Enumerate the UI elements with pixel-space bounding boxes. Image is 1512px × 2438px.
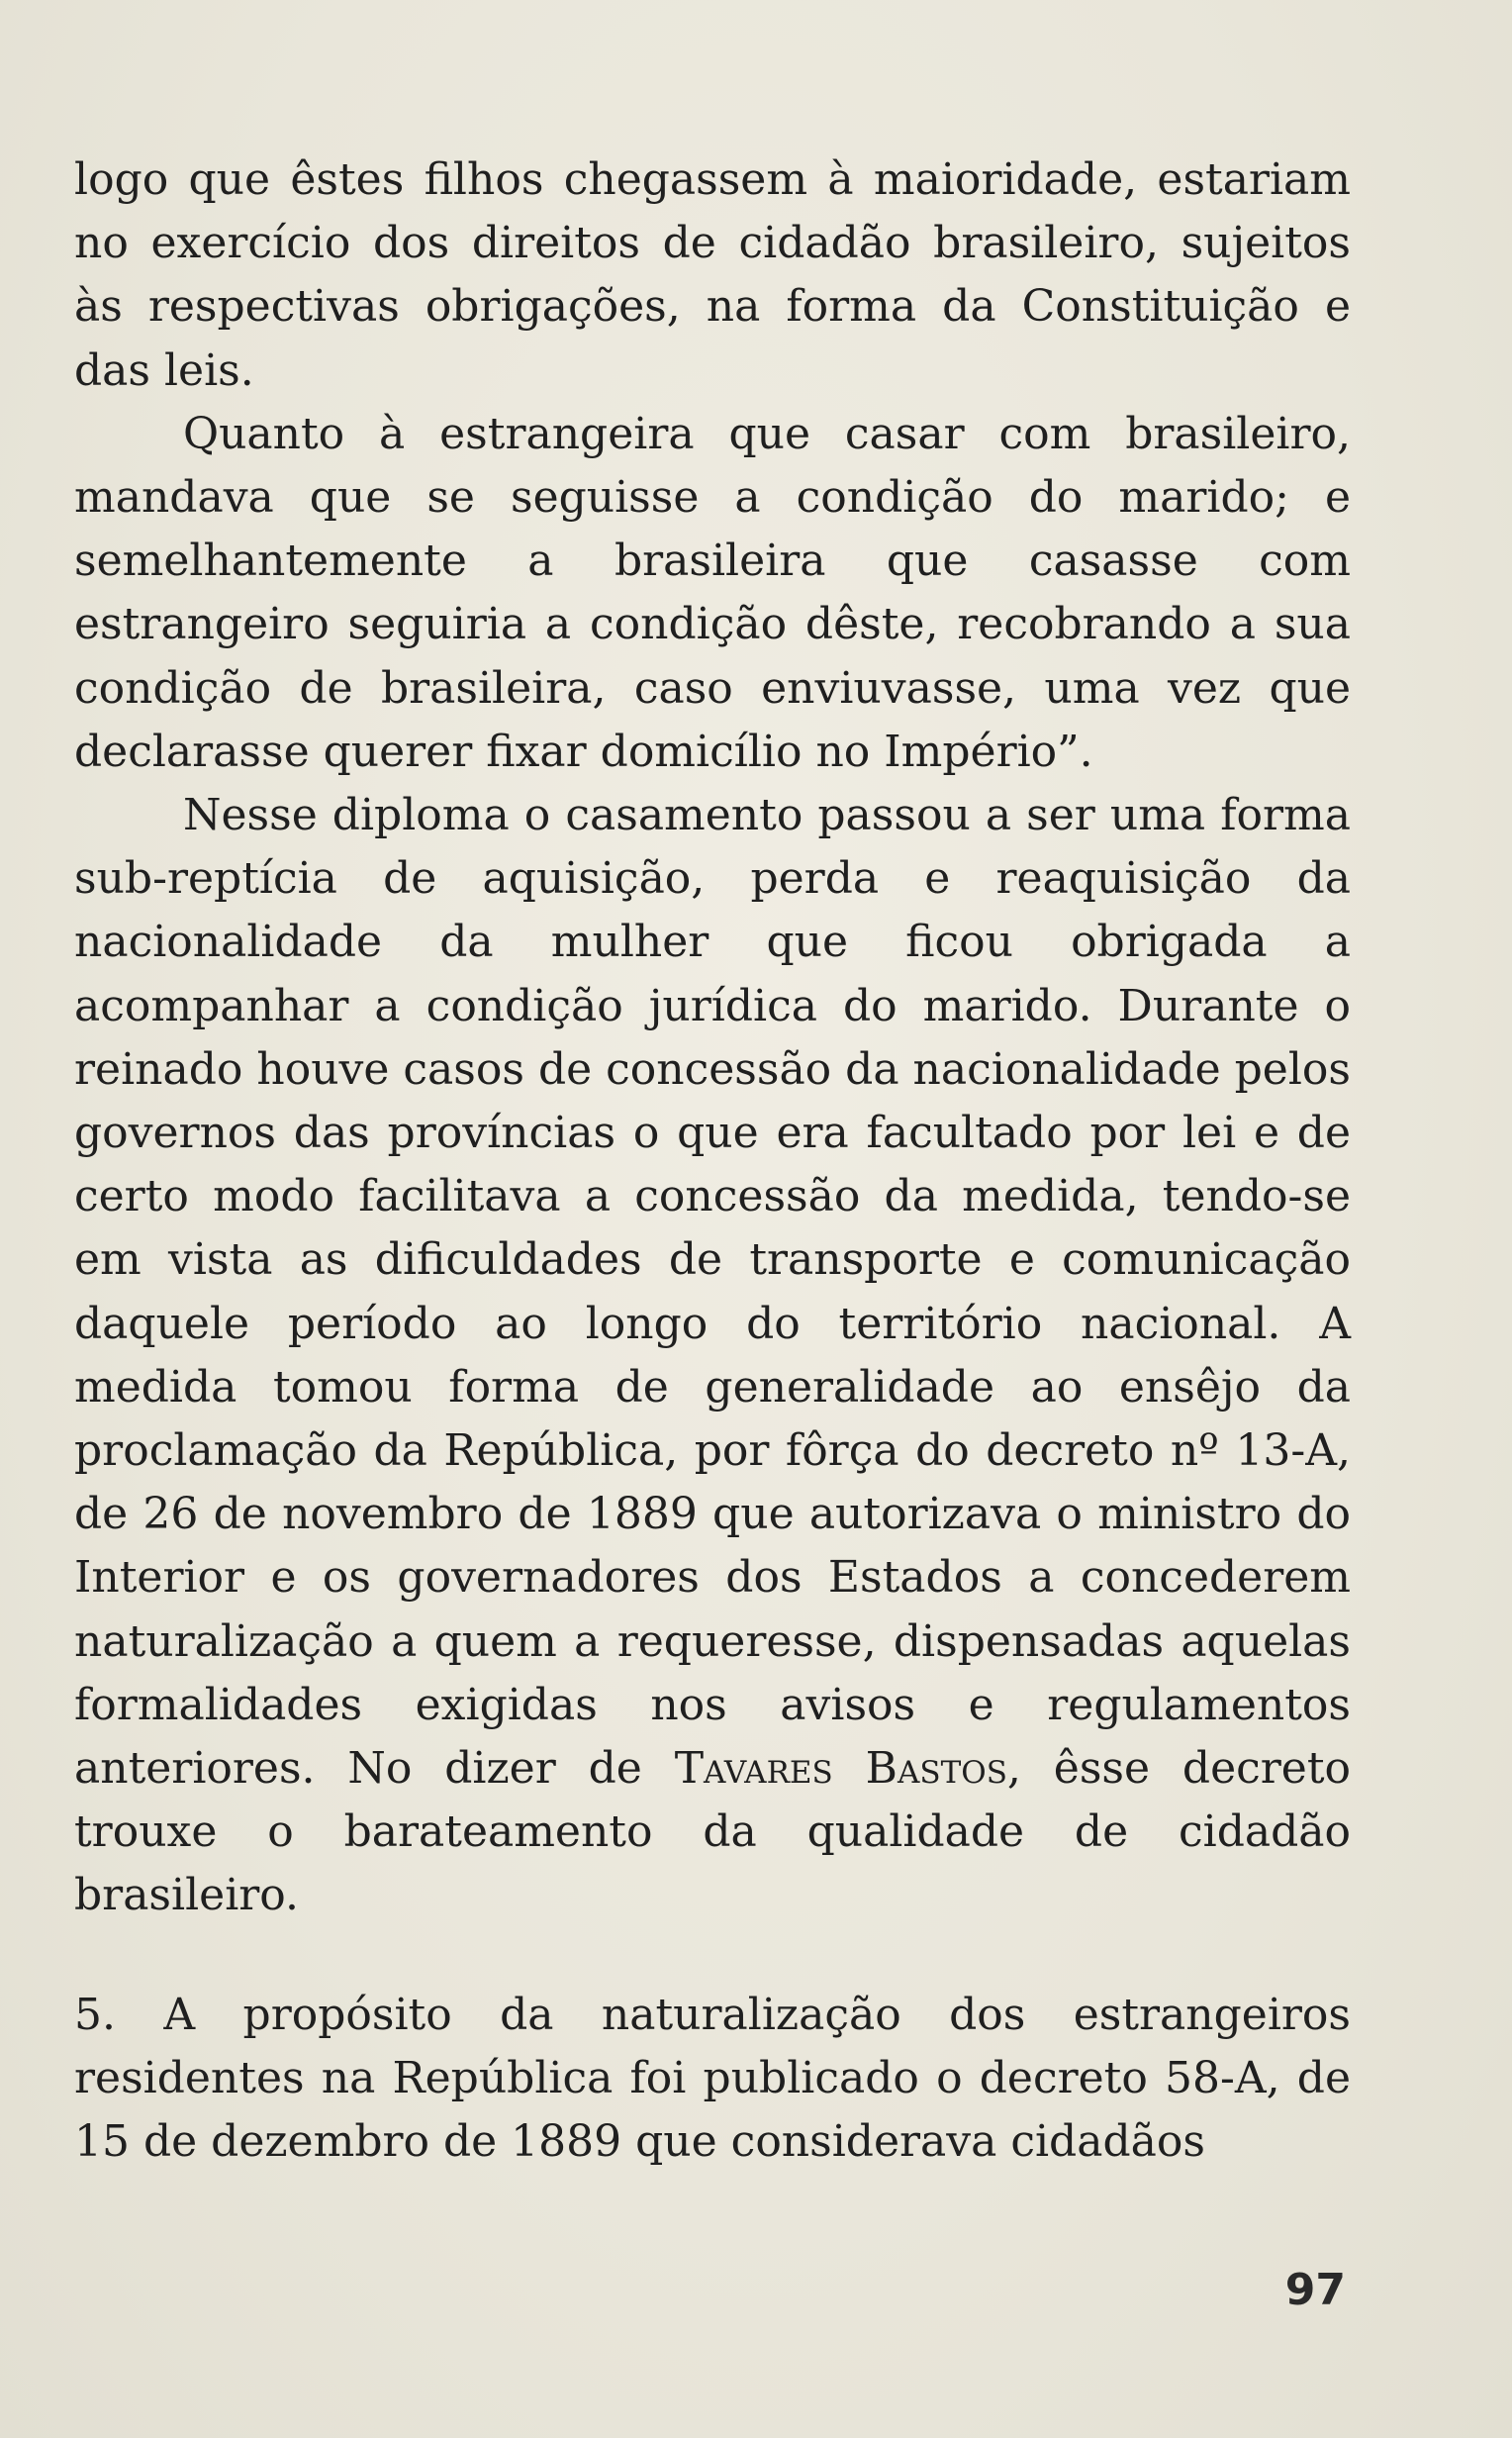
section-gap: [74, 1928, 1351, 1984]
paragraph-3-text-a: Nesse diploma o casamento passou a ser uma forma sub-reptícia de aquisição, perda e reaquisição da nacionalidade da mulher que ficou obrigada a acompanhar a condição jurídica do marido. Durante o reinado houve casos de concessão da nacionalidade pelos governos das províncias o que era facultado por lei e de certo modo facilitava a concessão da medida, tendo-se em vista as dificuldades de transporte e comunicação daquele período ao longo do território nacional. A medida tomou forma de generalidade ao ensêjo da proclamação da República, por fôrça do decreto nº 13-A, de 26 de novembro de 1889 que autorizava o ministro do Interior e os governadores dos Estados a concederem naturalização a quem a requeresse, dispensadas aquelas formalidades exigidas nos avisos e regulamentos anteriores. No dizer de: [74, 790, 1351, 1795]
paragraph-2: Quanto à estrangeira que casar com brasileiro, mandava que se seguisse a condição do marido; e semelhantemente a brasileira que casasse com estrangeiro seguiria a condição dêste, recobrando a sua condição de brasileira, caso enviuvasse, uma vez que declarasse querer fixar domicílio no Império”.: [74, 408, 1351, 777]
page-number: 97: [1284, 2265, 1346, 2315]
paragraph-1: logo que êstes filhos chegassem à maioridade, estariam no exercício dos direitos de cidadão brasileiro, sujeitos às respectivas obrigações, na forma da Constituição e das leis.: [74, 154, 1351, 396]
body-text: [74, 148, 1351, 2174]
author-name: Tavares Bastos,: [674, 1743, 1021, 1795]
paragraph-3-text-b: êsse decreto trouxe o barateamento da qualidade de cidadão brasileiro.: [74, 1743, 1351, 1921]
paragraph-3: [74, 784, 1351, 1928]
paragraph-section-5: 5. A propósito da naturalização dos estrangeiros residentes na República foi publicado o decreto 58-A, de 15 de dezembro de 1889 que considerava cidadãos: [74, 1989, 1351, 2168]
